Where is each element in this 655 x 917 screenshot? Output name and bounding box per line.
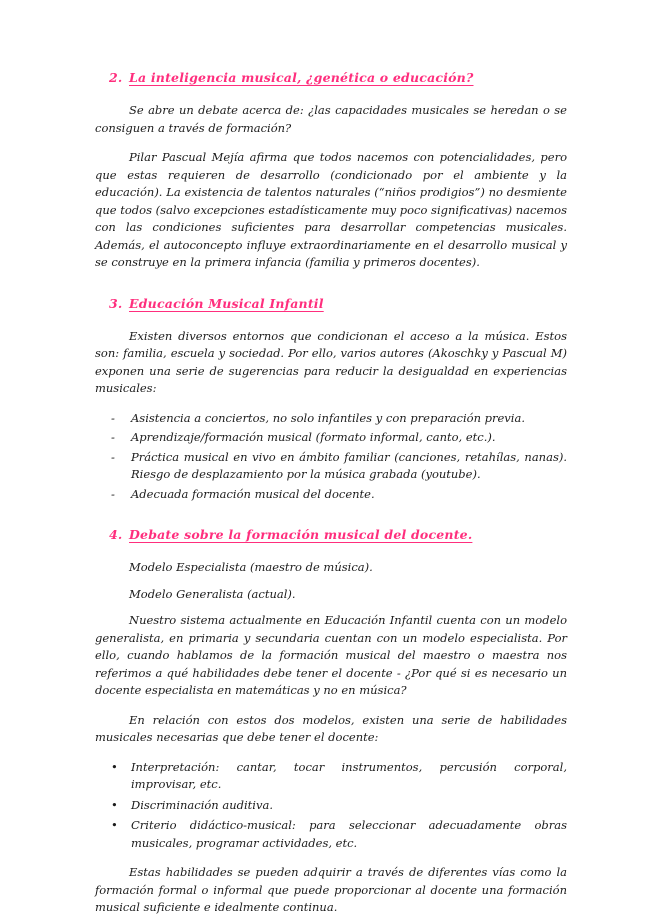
paragraph: En relación con estos dos modelos, existen una serie de habilidades musicales necesarias que debe tener el docente:: [95, 712, 567, 744]
paragraph: Se abre un debate acerca de: ¿las capacidades musicales se heredan o se consiguen a través de formación?: [95, 103, 567, 135]
section-musical-intelligence: [95, 70, 567, 272]
list-item: [111, 797, 567, 815]
list-item: [111, 759, 567, 794]
section-heading: [109, 296, 567, 312]
section-teacher-training-debate: [95, 527, 567, 917]
list-item: [111, 410, 567, 428]
list-item: [111, 817, 567, 852]
list-item-text: Criterio didáctico-musical: para seleccionar adecuadamente obras musicales, programar actividades, etc.: [131, 818, 567, 850]
bullet-marker: •: [111, 797, 118, 812]
paragraph: Nuestro sistema actualmente en Educación Infantil cuenta con un modelo generalista, en primaria y secundaria cuentan con un modelo especialista. Por ello, cuando hablamos de la formación musical del maestro o maestra nos referimos a qué habilidades debe tener el docente - ¿Por qué si es necesario un docente especialista en matemáticas y no en música?: [95, 613, 567, 697]
list-item-text: Práctica musical en vivo en ámbito familiar (canciones, retahílas, nanas). Riesgo de desplazamiento por la música grabada (youtube).: [131, 449, 567, 481]
list-item: [111, 429, 567, 447]
list-item-text: Adecuada formación musical del docente.: [131, 486, 375, 501]
list-item-text: Discriminación auditiva.: [131, 797, 273, 812]
bullet-marker: •: [111, 759, 118, 774]
section-infant-musical-education: [95, 296, 567, 504]
heading-title: La inteligencia musical, ¿genética o educación?: [129, 70, 474, 85]
dash-marker: -: [111, 430, 115, 444]
heading-number: 4.: [109, 527, 123, 542]
dash-marker: -: [111, 449, 115, 464]
bullet-list: [95, 759, 567, 853]
bullet-marker: •: [111, 818, 118, 832]
heading-number: 3.: [109, 295, 123, 311]
paragraph: Existen diversos entornos que condicionan el acceso a la música. Estos son: familia, escuela y sociedad. Por ello, varios autores (Akoschky y Pascual M) exponen una serie de sugerencias para reducir la desigualdad en experiencias musicales:: [95, 328, 567, 395]
list-item: [111, 449, 567, 484]
dash-marker: -: [111, 486, 115, 501]
closing-paragraph: Estas habilidades se pueden adquirir a través de diferentes vías como la formación formal o informal que puede proporcionar al docente una formación musical suficiente e idealmente continua.: [95, 865, 567, 914]
model-line: Modelo Especialista (maestro de música).: [129, 560, 373, 574]
dash-marker: -: [111, 410, 115, 425]
list-item-text: Interpretación: cantar, tocar instrumentos, percusión corporal, improvisar, etc.: [131, 759, 567, 791]
section-heading: [109, 527, 567, 543]
section-heading: [109, 70, 567, 86]
heading-title: Debate sobre la formación musical del docente.: [129, 527, 473, 542]
heading-title: Educación Musical Infantil: [129, 295, 324, 311]
model-line: Modelo Generalista (actual).: [129, 586, 296, 601]
dash-list: [95, 410, 567, 504]
heading-number: 2.: [109, 70, 123, 85]
list-item-text: Asistencia a conciertos, no solo infantiles y con preparación previa.: [131, 410, 525, 425]
list-item-text: Aprendizaje/formación musical (formato informal, canto, etc.).: [131, 430, 496, 444]
paragraph: Pilar Pascual Mejía afirma que todos nacemos con potencialidades, pero que estas requieren de desarrollo (condicionado por el ambiente y la educación). La existencia de talentos naturales (“niños prodigios”) no desmiente que todos (salvo excepciones estadísticamente muy poco significativas) nacemos con las condiciones suficientes para desarrollar competencias musicales. Además, el autoconcepto influye extraordinariamente en el desarrollo musical y se construye en la primera infancia (familia y primeros docentes).: [95, 150, 567, 269]
list-item: [111, 486, 567, 504]
